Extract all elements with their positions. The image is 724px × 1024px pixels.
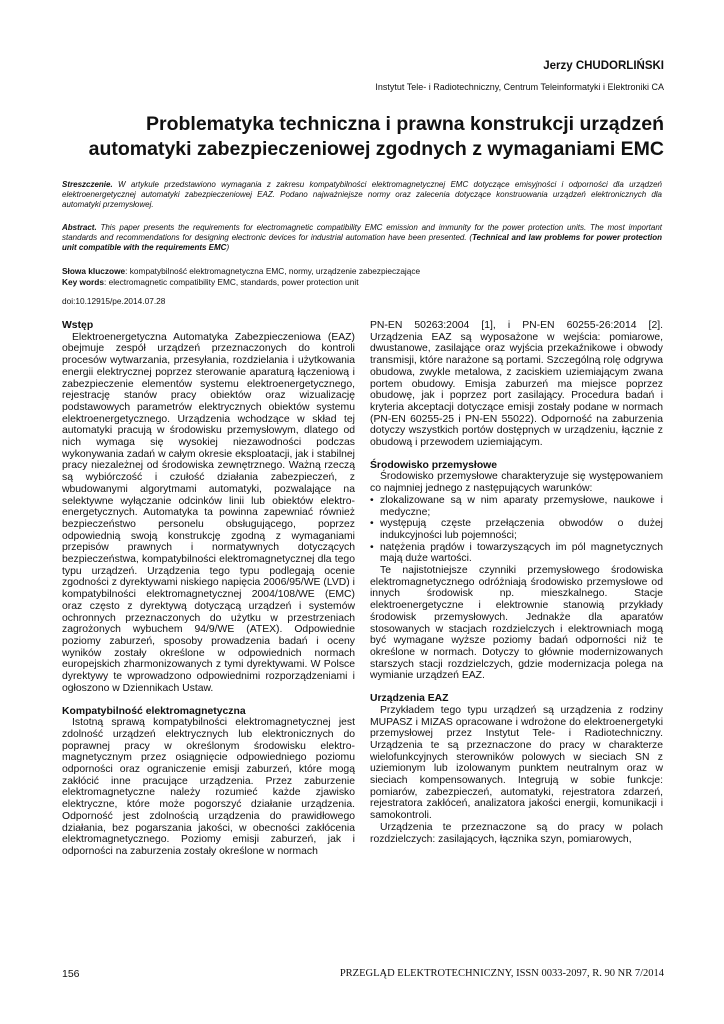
- section-heading-intro: Wstęp: [62, 320, 94, 331]
- list-item: • natężenia prądów i towarzyszących im pól magnetycznych mają duże wartości.: [370, 542, 663, 565]
- section-heading-eaz-devices: Urządzenia EAZ: [370, 693, 449, 705]
- paragraph: Przykładem tego typu urządzeń są urządzenia z rodziny MUPASZ i MIZAS opracowane i wdrożone do elektroenergetyki przemysłowej przez Instytut Tele- i Radiotechniczny. Urządzenia te są przeznaczone do pracy w charakterze wielofunkcyjnych sterowników polowych w sieciach SN z uziemionym lub izolowanym punktem neutralnym oraz w sieciach kompensowanych. Integrują w sobie funkcje: pomiarów, zabezpieczeń, automatyki, rejestratora zdarzeń, rejestratora zakłóceń, analizatora jakości energii, komunikacji i samokontroli.: [370, 704, 663, 822]
- paragraph: PN-EN 50263:2004 [1], i PN-EN 60255-26:2014 [2]. Urządzenia EAZ są wyposażone w wejścia: pomiarowe, dwustanowe, zasilające oraz wyjścia przekaźnikowe i obwody transmisji, które narażone są portami. Szczególną rolę odgrywa obudowa, zwykle metalowa, z zaciskiem uziemiającym zwana portem obudowy. Emisja zaburzeń ma miejsce poprzez obudowę, jak i poprzez port zasilający. Procedura badań i kryteria akceptacji dotyczące emisji zostały podane w normach (PN-EN 60255-25 i PN-EN 55022). Odporność na zaburzenia dotyczy wszystkich portów dostępnych w urządzeniu, łącznie z obudową i przewodem uziemiającym.: [370, 320, 663, 449]
- right-column: [370, 320, 663, 845]
- author-name: Jerzy CHUDORLIŃSKI: [543, 60, 664, 72]
- keywords-pl-label: Słowa kluczowe: [62, 266, 126, 276]
- doi: doi:10.12915/pe.2014.07.28: [62, 296, 166, 306]
- paper-title: [60, 112, 664, 162]
- page-number: 156: [62, 968, 80, 980]
- abstract-en-label: Abstract.: [62, 223, 97, 232]
- title-line-2: automatyki zabezpieczeniowej zgodnych z wymaganiami EMC: [88, 138, 664, 160]
- journal-footer: PRZEGLĄD ELEKTROTECHNICZNY, ISSN 0033-2097, R. 90 NR 7/2014: [339, 968, 664, 979]
- abstract-en-text: This paper presents the requirements for electromagnetic compatibility EMC emission and immunity for the power protection units. The most important standards and recommendations for designing electronic devices for industrial automation have been presented. (: [62, 223, 662, 243]
- title-line-1: Problematyka techniczna i prawna konstrukcji urządzeń: [146, 113, 664, 135]
- keywords-english: [62, 277, 662, 288]
- keywords-en-label: Key words: [62, 277, 104, 287]
- list-item: • występują częste przełączenia obwodów o dużej indukcyjności lub pojemności;: [370, 518, 663, 541]
- keywords-pl-text: : kompatybilność elektromagnetyczna EMC, normy, urządzenie zabezpieczające: [125, 266, 421, 276]
- section-heading-emc: Kompatybilność elektromagnetyczna: [62, 705, 246, 717]
- abstract-en-title: Technical and law problems for power protection unit compatible with the requirements EMC: [62, 233, 662, 253]
- abstract-pl-label: Streszczenie.: [62, 180, 113, 189]
- paragraph: Te najistotniejsze czynniki przemysłowego środowiska elektromagnetycznego odróżniają środowisko przemysłowe od innych środowisk np. mieszkalnego. Stacje elektroenergetyczne i elektrownie stanowią przykłady środowisk przemysłowych. Jednakże dla aparatów stosowanych w stacjach rozdzielczych i elektrowniach mogą być wymagane wyższe poziomy badań odporności niż te określone w normach. Dotyczy to głównie modernizowanych starszych stacji rozdzielczych, gdzie modernizacja polega na wymianie urządzeń EAZ.: [370, 565, 663, 682]
- abstract-en-close: ): [226, 243, 230, 253]
- abstract-pl-text: W artykule przedstawiono wymagania z zakresu kompatybilności elektromagnetycznej EMC dotyczące emisyjności i odporności dla urządzeń elektroenergetycznej automatyki zabezpieczeniowej EAZ. Podano najważniejsze normy oraz zalecenia dotyczące konstruowania urządzeń elektronicznych dla automatyki przemysłowej.: [62, 180, 662, 210]
- section-heading-industrial-env: Środowisko przemysłowe: [370, 459, 498, 471]
- condition-list: [370, 495, 663, 565]
- keywords-en-text: : electromagnetic compatibility EMC, standards, power protection unit: [103, 277, 359, 287]
- left-column: [62, 320, 355, 858]
- paragraph: Środowisko przemysłowe charakteryzuje się występowaniem co najmniej jednego z następujących warunków:: [370, 471, 663, 495]
- keywords-polish: [62, 266, 662, 277]
- paragraph: Urządzenia te przeznaczone są do pracy w polach rozdzielczych: zasilających, łącznika szyn, pomiarowych,: [370, 821, 663, 845]
- abstract-english: [62, 223, 662, 254]
- author-affiliation: Instytut Tele- i Radiotechniczny, Centrum Teleinformatyki i Elektroniki CA: [375, 82, 664, 92]
- paragraph: Istotną sprawą kompatybilności elektromagnetycznej jest zdolność urządzeń elektrycznych lub elektronicznych do poprawnej pracy w określonym środowisku elektro-magnetycznym przez osiągnięcie odpowiedniego poziomu odporności oraz ograniczenie emisji zaburzeń, które mogą zakłócić inne pracujące urządzenia. Przez zaburzenie elektromagnetyczne należy rozumieć każde zjawisko elektryczne, które może pogorszyć działanie urządzenia. Odporność jest zdolnością urządzenia do prawidłowego działania, bez pogarszania jakości, w obecności zakłócenia elektromagnetycznego. Poziomy emisji zaburzeń, jak i odporności na zaburzenia zostały określone w normach: [62, 717, 355, 857]
- abstract-polish: [62, 180, 662, 211]
- list-item: • zlokalizowane są w nim aparaty przemysłowe, naukowe i medyczne;: [370, 495, 663, 518]
- paragraph: Elektroenergetyczna Automatyka Zabezpieczeniowa (EAZ) obejmuje zespół urządzeń przeznaczonych do kontroli procesów wytwarzania, przesyłania, rozdzielania i użytkowania energii elektrycznej poprzez sterowanie aparaturą łączeniową i zabezpieczenie elementów systemu elektroenergetycznego, rejestrację stanów pracy obiektów oraz wizualizację podstawowych parametrów elektrycznych obiektów systemu elektroenergetycznego. Urządzenia wchodzące w skład tej automatyki pracują w środowisku przemysłowym, dlatego od nich wymaga się wysokiej niezawodności podczas wykonywania zadań w całym okresie eksploatacji, jak i stabilnej pracy niezależnej od środowiska zewnętrznego. Ważną rzeczą są wybiórczość i czułość działania zabezpieczeń, z wbudowanymi algorytmami automatyki, pozwalające na selektywne wyłączanie odcinków linii lub obiektów elektro-energetycznych. Automatyka ta powinna zapewniać również bezpieczeństwo personelu obsługującego, poprzez odpowiednią swoją konstrukcję zgodną z wymaganiami przepisów prawnych i normatywnych dotyczących bezpieczeństwa, kompatybilności elektromagnetycznej dla tego typu urządzeń. Urządzenia tego typu podlegają ocenie zgodności z dyrektywami niskiego napięcia 2006/95/WE (LVD) i kompatybilności elektromagnetycznej 2004/108/WE (EMC) oraz często z dyrektywą dotyczącą urządzeń i systemów ochronnych przeznaczonych do użytku w przestrzeniach zagrożonych wybuchem 94/9/WE (ATEX). Odpowiednie poziomy zaburzeń, sposoby prowadzenia badań i oceny wyników zostały określone w odpowiednich normach europejskich zharmonizowanych z tymi dyrektywami. W Polsce dyrektywy te wprowadzono odpowiednimi rozporządzeniami i ogłoszono w Dziennikach Ustaw.: [62, 331, 355, 694]
